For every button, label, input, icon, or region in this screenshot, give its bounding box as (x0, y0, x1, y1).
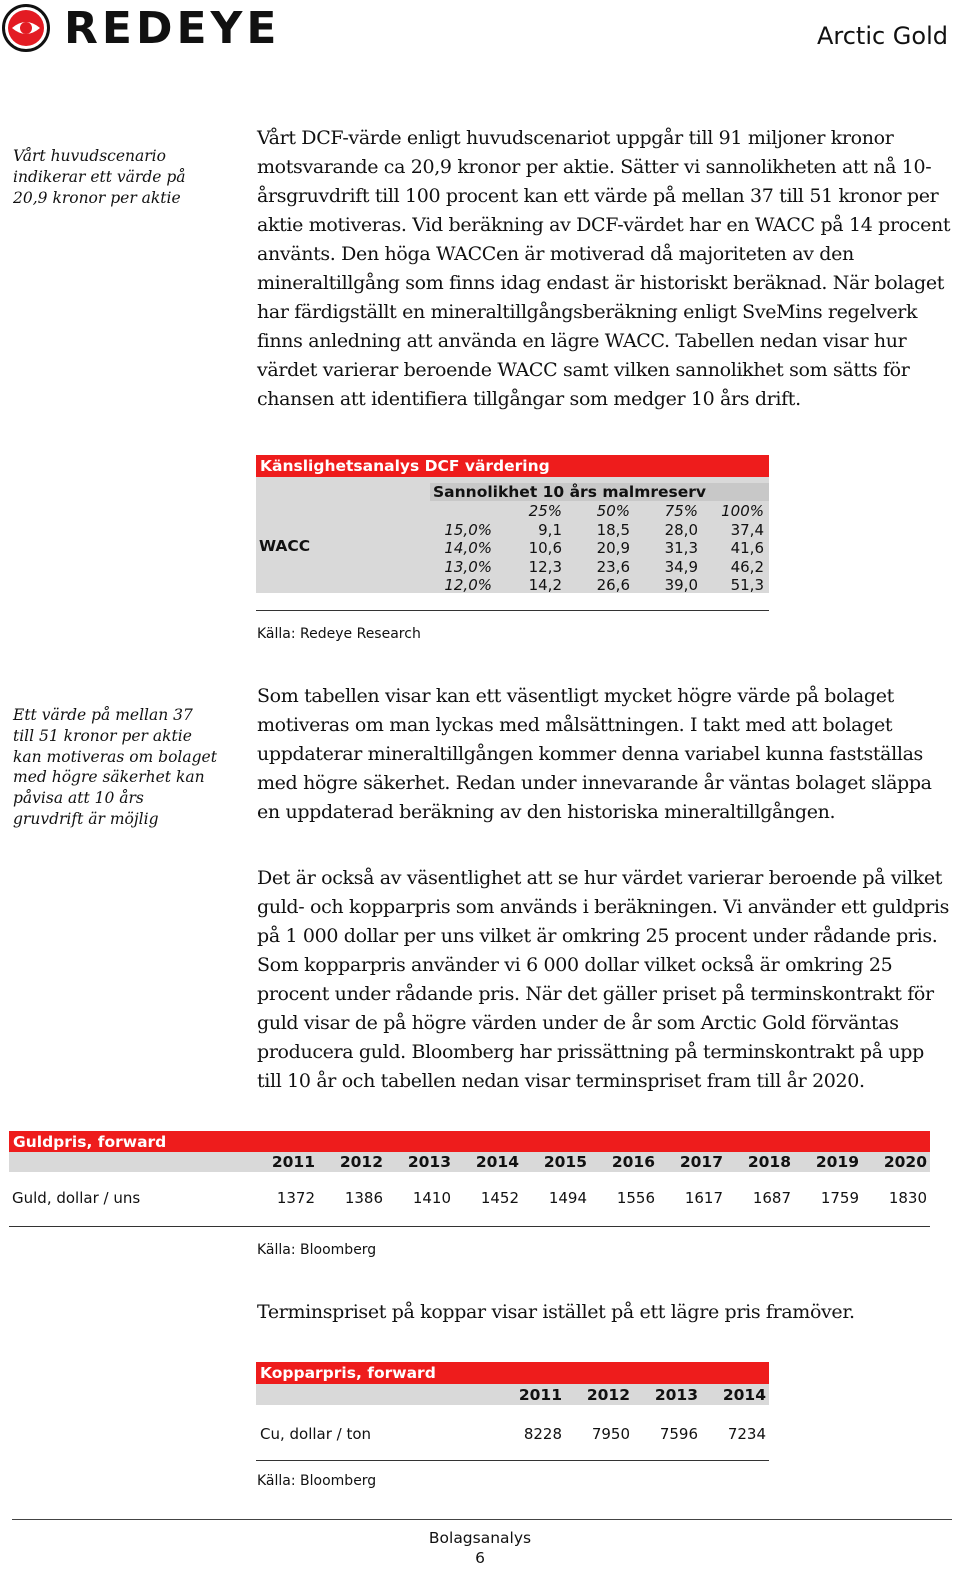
brand-logo-text: REDEYE (64, 3, 281, 54)
sensitivity-subheader: Sannolikhet 10 års malmreserv (433, 483, 707, 501)
table-row (256, 558, 769, 577)
table-cell: 18,5 (596, 520, 630, 539)
year-header: 2014 (475, 1153, 519, 1171)
table-cell: 26,6 (596, 576, 630, 594)
table-cell: 1830 (888, 1189, 927, 1207)
copper-table-title: Kopparpris, forward (256, 1362, 769, 1384)
company-name: Arctic Gold (816, 22, 948, 50)
prob-col-header: 50% (596, 502, 630, 520)
copper-row-label: Cu, dollar / ton (260, 1425, 372, 1443)
table-cell: 12,3 (528, 557, 562, 576)
table-cell: 1759 (820, 1189, 859, 1207)
paragraph-target: Som tabellen visar kan ett väsentligt mycket högre värde på bolaget motiveras om man lyckas med målsättningen. I takt med att bolaget uppdaterar mineraltillgången kommer denna variabel kunna fastställas med högre säkerhet. Redan under innevarande år väntas bolaget släppa en uppdaterad beräkning av den historiska mineraltillgången. (257, 685, 932, 823)
gold-forward-table (9, 1131, 930, 1227)
table-cell: 1410 (412, 1189, 451, 1207)
table-cell: 1452 (480, 1189, 519, 1207)
footer-label: Bolagsanalys (428, 1529, 532, 1547)
copper-years-row (256, 1384, 769, 1405)
copper-source: Källa: Bloomberg (257, 1473, 377, 1489)
sensitivity-source: Källa: Redeye Research (257, 626, 421, 642)
wacc-value: 13,0% (444, 557, 492, 576)
year-header: 2018 (747, 1153, 791, 1171)
gold-row-label: Guld, dollar / uns (12, 1189, 141, 1207)
wacc-value: 15,0% (444, 520, 492, 539)
year-header: 2013 (654, 1386, 698, 1404)
year-header: 2016 (611, 1153, 655, 1171)
wacc-value: 12,0% (444, 576, 492, 594)
table-row (9, 1172, 930, 1226)
sensitivity-table (256, 455, 769, 611)
table-cell: 1494 (548, 1189, 587, 1207)
year-header: 2011 (271, 1153, 315, 1171)
table-row (256, 521, 769, 540)
page-number: 6 (475, 1549, 485, 1567)
table-cell: 23,6 (596, 557, 630, 576)
table-cell: 9,1 (538, 520, 562, 539)
year-header: 2015 (543, 1153, 587, 1171)
prob-col-header: 100% (721, 502, 764, 520)
side-note-upside: Ett värde på mellan 37 till 51 kronor per aktie kan motiveras om bolaget med högre säkerhet kan påvisa att 10 års gruvdrift är möjlig (13, 706, 217, 828)
table-cell: 41,6 (730, 539, 764, 557)
table-row (256, 539, 769, 558)
table-row (256, 1405, 769, 1460)
table-cell: 31,3 (664, 539, 698, 557)
side-note-valuation: Vårt huvudscenario indikerar ett värde på 20,9 kronor per aktie (13, 147, 186, 207)
table-cell: 34,9 (664, 557, 698, 576)
table-cell: 7950 (591, 1425, 630, 1443)
paragraph-prices: Det är också av väsentlighet att se hur värdet varierar beroende på vilket guld- och kopparpris som används i beräkningen. Vi använder ett guldpris på 1 000 dollar per uns vilket är omkring 25 procent under rådande pris. Som kopparpris använder vi 6 000 dollar vilket också är omkring 25 procent under rådande pris. När det gäller priset på terminskontrakt för guld visar de på högre värden under de år som Arctic Gold förväntas producera guld. Bloomberg har prissättning på terminskontrakt på upp till 10 år och tabellen nedan visar terminspriset fram till år 2020. (257, 867, 949, 1092)
paragraph-copper: Terminspriset på koppar visar istället på ett lägre pris framöver. (257, 1301, 855, 1323)
year-header: 2019 (815, 1153, 859, 1171)
gold-table-title: Guldpris, forward (9, 1131, 930, 1152)
sensitivity-table-title: Känslighetsanalys DCF värdering (256, 455, 769, 477)
table-cell: 1386 (344, 1189, 383, 1207)
table-divider (9, 1226, 930, 1227)
gold-source: Källa: Bloomberg (257, 1242, 377, 1258)
table-divider (256, 1460, 769, 1461)
paragraph-dcf: Vårt DCF-värde enligt huvudscenariot uppgår till 91 miljoner kronor motsvarande ca 20,9 kronor per aktie. Sätter vi sannolikheten att nå 10-årsgruvdrift till 100 procent kan ett värde på mellan 37 till 51 kronor per aktie motiveras. Vid beräkning av DCF-värdet har en WACC på 14 procent använts. Den höga WACCen är motiverad då majoriteten av den mineraltillgång som finns idag endast är historiskt beräknad. När bolaget har färdigställt en mineraltillgångsberäkning enligt SveMins regelverk finns anledning att använda en lägre WACC. Tabellen nedan visar hur värdet varierar beroende WACC samt vilken sannolikhet som sätts för chansen att identifiera tillgångar som medger 10 års drift. (257, 127, 951, 410)
sensitivity-table-body (256, 477, 769, 593)
table-cell: 1372 (276, 1189, 315, 1207)
table-cell: 51,3 (730, 576, 764, 594)
table-cell: 20,9 (596, 539, 630, 557)
table-cell: 1687 (752, 1189, 791, 1207)
table-cell: 8228 (523, 1425, 562, 1443)
table-cell: 39,0 (664, 576, 698, 594)
table-cell: 37,4 (730, 520, 764, 539)
redeye-logo-icon (2, 4, 50, 52)
year-header: 2011 (518, 1386, 562, 1404)
prob-col-header: 75% (664, 502, 698, 520)
table-divider (256, 610, 769, 611)
prob-col-header: 25% (528, 502, 562, 520)
gold-years-row (9, 1152, 930, 1172)
table-cell: 1617 (684, 1189, 723, 1207)
table-cell: 7234 (727, 1425, 766, 1443)
table-cell: 28,0 (664, 520, 698, 539)
wacc-value: 14,0% (444, 539, 492, 557)
table-cell: 10,6 (528, 539, 562, 557)
year-header: 2020 (883, 1153, 927, 1171)
table-cell: 46,2 (730, 557, 764, 576)
table-cell: 14,2 (528, 576, 562, 594)
copper-forward-table (256, 1362, 769, 1461)
table-row (256, 576, 769, 595)
year-header: 2013 (407, 1153, 451, 1171)
year-header: 2012 (339, 1153, 383, 1171)
year-header: 2017 (679, 1153, 723, 1171)
table-cell: 7596 (659, 1425, 698, 1443)
table-cell: 1556 (616, 1189, 655, 1207)
wacc-label: WACC (259, 537, 311, 555)
footer-divider (12, 1519, 952, 1520)
year-header: 2012 (586, 1386, 630, 1404)
year-header: 2014 (722, 1386, 766, 1404)
